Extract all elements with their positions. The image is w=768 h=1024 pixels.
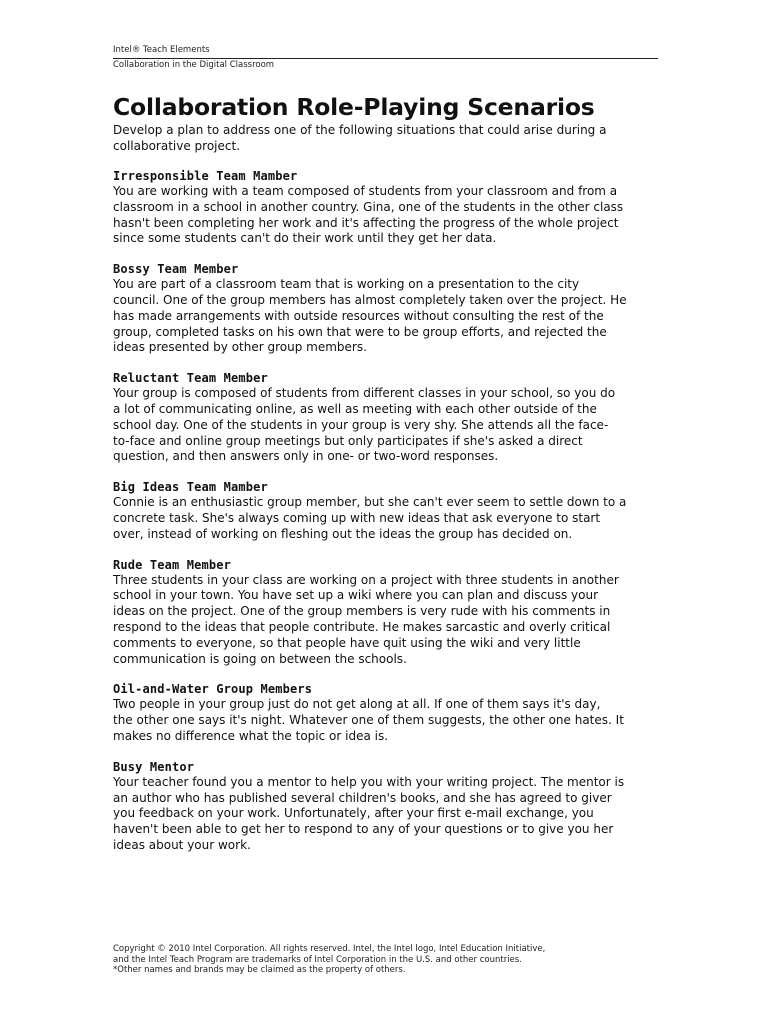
body-line: Two people in your group just do not get along at all. If one of them says it's day, [113, 697, 601, 712]
body-line: ideas on the project. One of the group members is very rude with his comments in [113, 604, 611, 619]
body-line: has made arrangements with outside resources without consulting the rest of the [113, 308, 604, 323]
header-program-name: Intel® Teach Elements [113, 45, 210, 55]
body-line: group, completed tasks on his own that were to be group efforts, and rejected the [113, 324, 607, 339]
scenario-heading: Bossy Team Member [113, 262, 239, 277]
body-line: the other one says it's night. Whatever one of them suggests, the other one hates. It [113, 713, 624, 728]
body-line: makes no difference what the topic or idea is. [113, 728, 389, 743]
body-line: over, instead of working on fleshing out the ideas the group has decided on. [113, 526, 573, 541]
body-line: school day. One of the students in your group is very shy. She attends all the face- [113, 417, 609, 432]
scenario-rude [113, 558, 658, 668]
scenario-body [113, 573, 658, 668]
header-divider [113, 58, 658, 59]
body-line: ideas presented by other group members. [113, 340, 367, 355]
body-line: respond to the ideas that people contribute. He makes sarcastic and overly critical [113, 619, 611, 634]
body-line: You are part of a classroom team that is working on a presentation to the city [113, 277, 580, 292]
body-line: comments to everyone, so that people have quit using the wiki and very little [113, 635, 581, 650]
footer-line: and the Intel Teach Program are trademarks of Intel Corporation in the U.S. and other countries. [113, 954, 522, 965]
intro-line: collaborative project. [113, 139, 241, 153]
body-line: ideas about your work. [113, 837, 251, 852]
scenario-body [113, 277, 658, 356]
body-line: Your group is composed of students from different classes in your school, so you do [113, 386, 616, 401]
body-line: school in your town. You have set up a wiki where you can plan and discuss your [113, 588, 599, 603]
body-line: you feedback on your work. Unfortunately, after your first e-mail exchange, you [113, 806, 594, 821]
scenario-heading: Busy Mentor [113, 759, 195, 774]
page-title: Collaboration Role-Playing Scenarios [113, 93, 595, 121]
scenario-heading: Big Ideas Team Mamber [113, 480, 268, 495]
body-line: haven't been able to get her to respond to any of your questions or to give you her [113, 822, 614, 837]
scenario-body [113, 386, 658, 465]
scenario-bossy [113, 262, 658, 356]
scenario-heading: Rude Team Member [113, 557, 231, 572]
body-line: communication is going on between the schools. [113, 651, 407, 666]
scenario-body [113, 495, 658, 542]
body-line: Your teacher found you a mentor to help you with your writing project. The mentor is [113, 774, 625, 789]
footer-line: Copyright © 2010 Intel Corporation. All rights reserved. Intel, the Intel logo, Intel Education Initiative, [113, 944, 546, 954]
intro-line: Develop a plan to address one of the following situations that could arise during a [113, 123, 607, 137]
body-line: Connie is an enthusiastic group member, but she can't ever seem to settle down to a [113, 495, 627, 510]
intro-paragraph [113, 122, 658, 154]
scenario-heading: Oil-and-Water Group Members [113, 682, 313, 697]
body-line: hasn't been completing her work and it's affecting the progress of the whole project [113, 215, 619, 230]
scenario-oil-and-water [113, 682, 658, 744]
body-line: an author who has published several children's books, and she has agreed to giver [113, 790, 612, 805]
scenario-big-ideas [113, 480, 658, 542]
copyright-footer [113, 944, 658, 976]
body-line: concrete task. She's always coming up with new ideas that ask everyone to start [113, 510, 601, 525]
scenario-irresponsible [113, 169, 658, 247]
main-content [113, 92, 658, 854]
body-line: Three students in your class are working on a project with three students in another [113, 572, 619, 587]
body-line: question, and then answers only in one- or two-word responses. [113, 449, 499, 464]
body-line: You are working with a team composed of students from your classroom and from a [113, 184, 618, 198]
footer-line: *Other names and brands may be claimed as the property of others. [113, 965, 406, 975]
scenario-heading: Reluctant Team Member [113, 371, 268, 386]
body-line: classroom in a school in another country. Gina, one of the students in the other class [113, 199, 624, 214]
body-line: to-face and online group meetings but only participates if she's asked a direct [113, 433, 583, 448]
header-course-name: Collaboration in the Digital Classroom [113, 60, 275, 70]
scenario-reluctant [113, 371, 658, 465]
scenario-body [113, 697, 658, 744]
scenario-busy-mentor [113, 760, 658, 854]
body-line: a lot of communicating online, as well as meeting with each other outside of the [113, 401, 597, 416]
scenario-body [113, 184, 658, 247]
scenario-body [113, 775, 658, 854]
scenario-heading: Irresponsible Team Mamber [113, 169, 298, 183]
body-line: since some students can't do their work until they get her data. [113, 231, 497, 246]
body-line: council. One of the group members has almost completely taken over the project. He [113, 292, 627, 307]
